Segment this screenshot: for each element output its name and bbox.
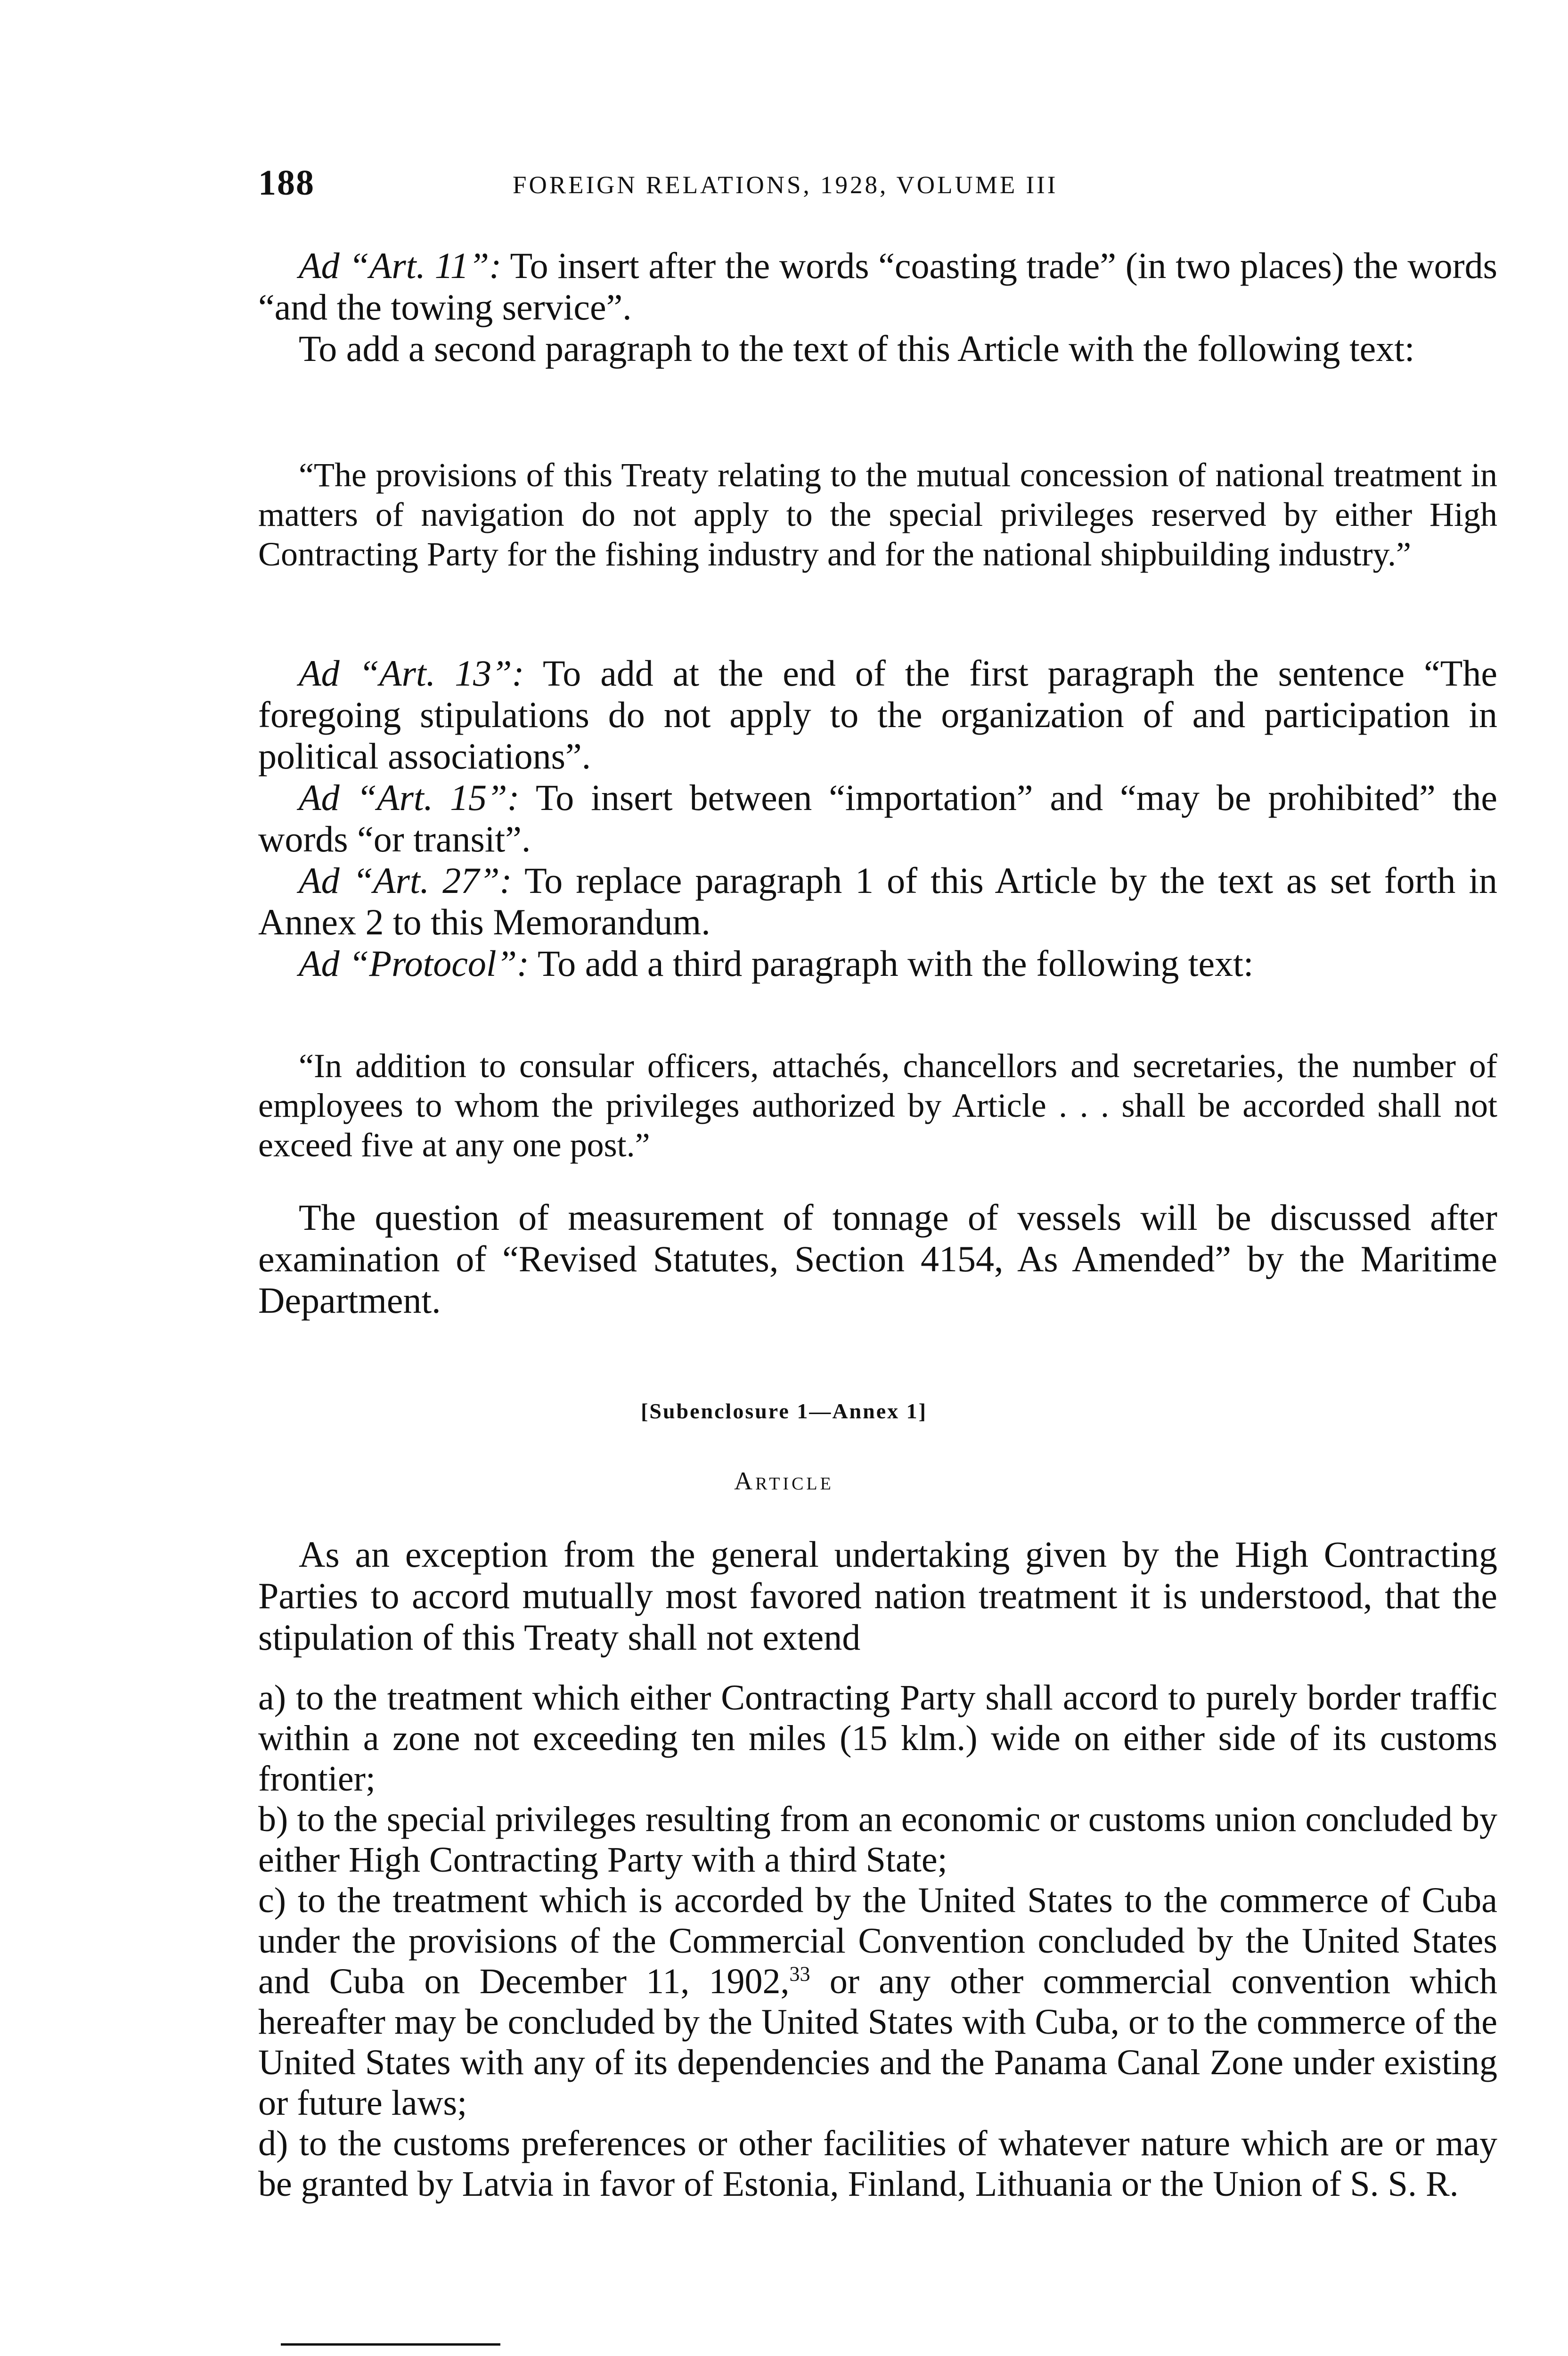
- footnote: [281, 2351, 653, 2356]
- quote-consular: “In addition to consular officers, attachés, chancellors and secretaries, the number of employees to whom the privileges authorized by Article . . . shall be accorded shall not exceed five at any one post.”: [258, 1047, 1497, 1164]
- paragraph-art-13: [258, 653, 1497, 777]
- paragraph-text: To insert between “importation” and “may be prohibited” the words “or transit”.: [258, 777, 1497, 859]
- amendment-reference: Ad “Art. 13”:: [299, 653, 524, 694]
- amendments-section: [258, 245, 1497, 369]
- list-item-b: b) to the special privileges resulting from an economic or customs union concluded by either High Contracting Party with a third State;: [258, 1800, 1497, 1880]
- page-header: [258, 163, 1314, 210]
- paragraph-text: To replace paragraph 1 of this Article by the text as set forth in Annex 2 to this Memorandum.: [258, 860, 1497, 942]
- quote-navigation: “The provisions of this Treaty relating to the mutual concession of national treatment in matters of navigation do not apply to the special privileges reserved by either High Contracting Party for the fishing industry and for the national shipbuilding industry.”: [258, 456, 1497, 573]
- list-item-c-text: c) to the treatment which is accorded by the United States to the commerce of Cuba under the provisions of the Commercial Convention concluded by the United States and Cuba on December 11, 1902,: [258, 1881, 1497, 2001]
- annex-intro: [258, 1534, 1497, 1658]
- paragraph-tonnage: The question of measurement of tonnage of vessels will be discussed after examination of “Revised Statutes, Section 4154, As Amended” by the Maritime Department.: [258, 1197, 1497, 1321]
- quoted-text-navigation: [258, 455, 1497, 574]
- page-number: 188: [258, 163, 315, 203]
- paragraph-art-27: [258, 860, 1497, 943]
- list-item-c-text-continued: or any other commercial convention which hereafter may be concluded by the United States with Cuba, or to the commerce of the United States with any of its dependencies and the Panama Canal Zone under existing or future laws;: [258, 1962, 1497, 2123]
- paragraph-text: To insert after the words “coasting trade” (in two places) the words “and the towing service”.: [258, 245, 1497, 327]
- paragraph-exception: As an exception from the general undertaking given by the High Contracting Parties to accord mutually most favored nation treatment it is understood, that the stipulation of this Treaty shall not extend: [258, 1534, 1497, 1658]
- subenclosure-heading: [Subenclosure 1—Annex 1]: [641, 1399, 927, 1423]
- paragraph-protocol: [258, 943, 1497, 984]
- list-item-a: a) to the treatment which either Contracting Party shall accord to purely border traffic within a zone not exceeding ten miles (15 klm.) wide on either side of its customs frontier;: [258, 1678, 1497, 1799]
- paragraph-text: To add a third paragraph with the following text:: [538, 943, 1254, 984]
- tonnage-section: [258, 1197, 1497, 1321]
- paragraph-text: To add at the end of the first paragraph the sentence “The foregoing stipulations do not apply to the organization of and participation in political associations”.: [258, 653, 1497, 777]
- footnote-divider: [281, 2343, 500, 2346]
- footnote-reference: 33: [789, 1962, 810, 1986]
- amendment-reference: Ad “Art. 11”:: [299, 245, 502, 286]
- quoted-text-consular: [258, 1046, 1497, 1165]
- paragraph-art-15: [258, 777, 1497, 860]
- amendment-reference: Ad “Protocol”:: [299, 943, 529, 984]
- amendments-section-2: [258, 653, 1497, 984]
- exception-list: [258, 1677, 1497, 2204]
- amendment-reference: Ad “Art. 15”:: [299, 777, 520, 818]
- running-head: FOREIGN RELATIONS, 1928, VOLUME III: [513, 172, 1058, 199]
- paragraph-second: To add a second paragraph to the text of this Article with the following text:: [299, 328, 1415, 369]
- amendment-reference: Ad “Art. 27”:: [299, 860, 512, 901]
- list-item-d: d) to the customs preferences or other facilities of whatever nature which are or may be granted by Latvia in favor of Estonia, Finland, Lithuania or the Union of S. S. R.: [258, 2124, 1497, 2204]
- paragraph-art-11: [258, 245, 1497, 328]
- list-item-c: [258, 1880, 1497, 2123]
- article-heading: Article: [734, 1467, 834, 1495]
